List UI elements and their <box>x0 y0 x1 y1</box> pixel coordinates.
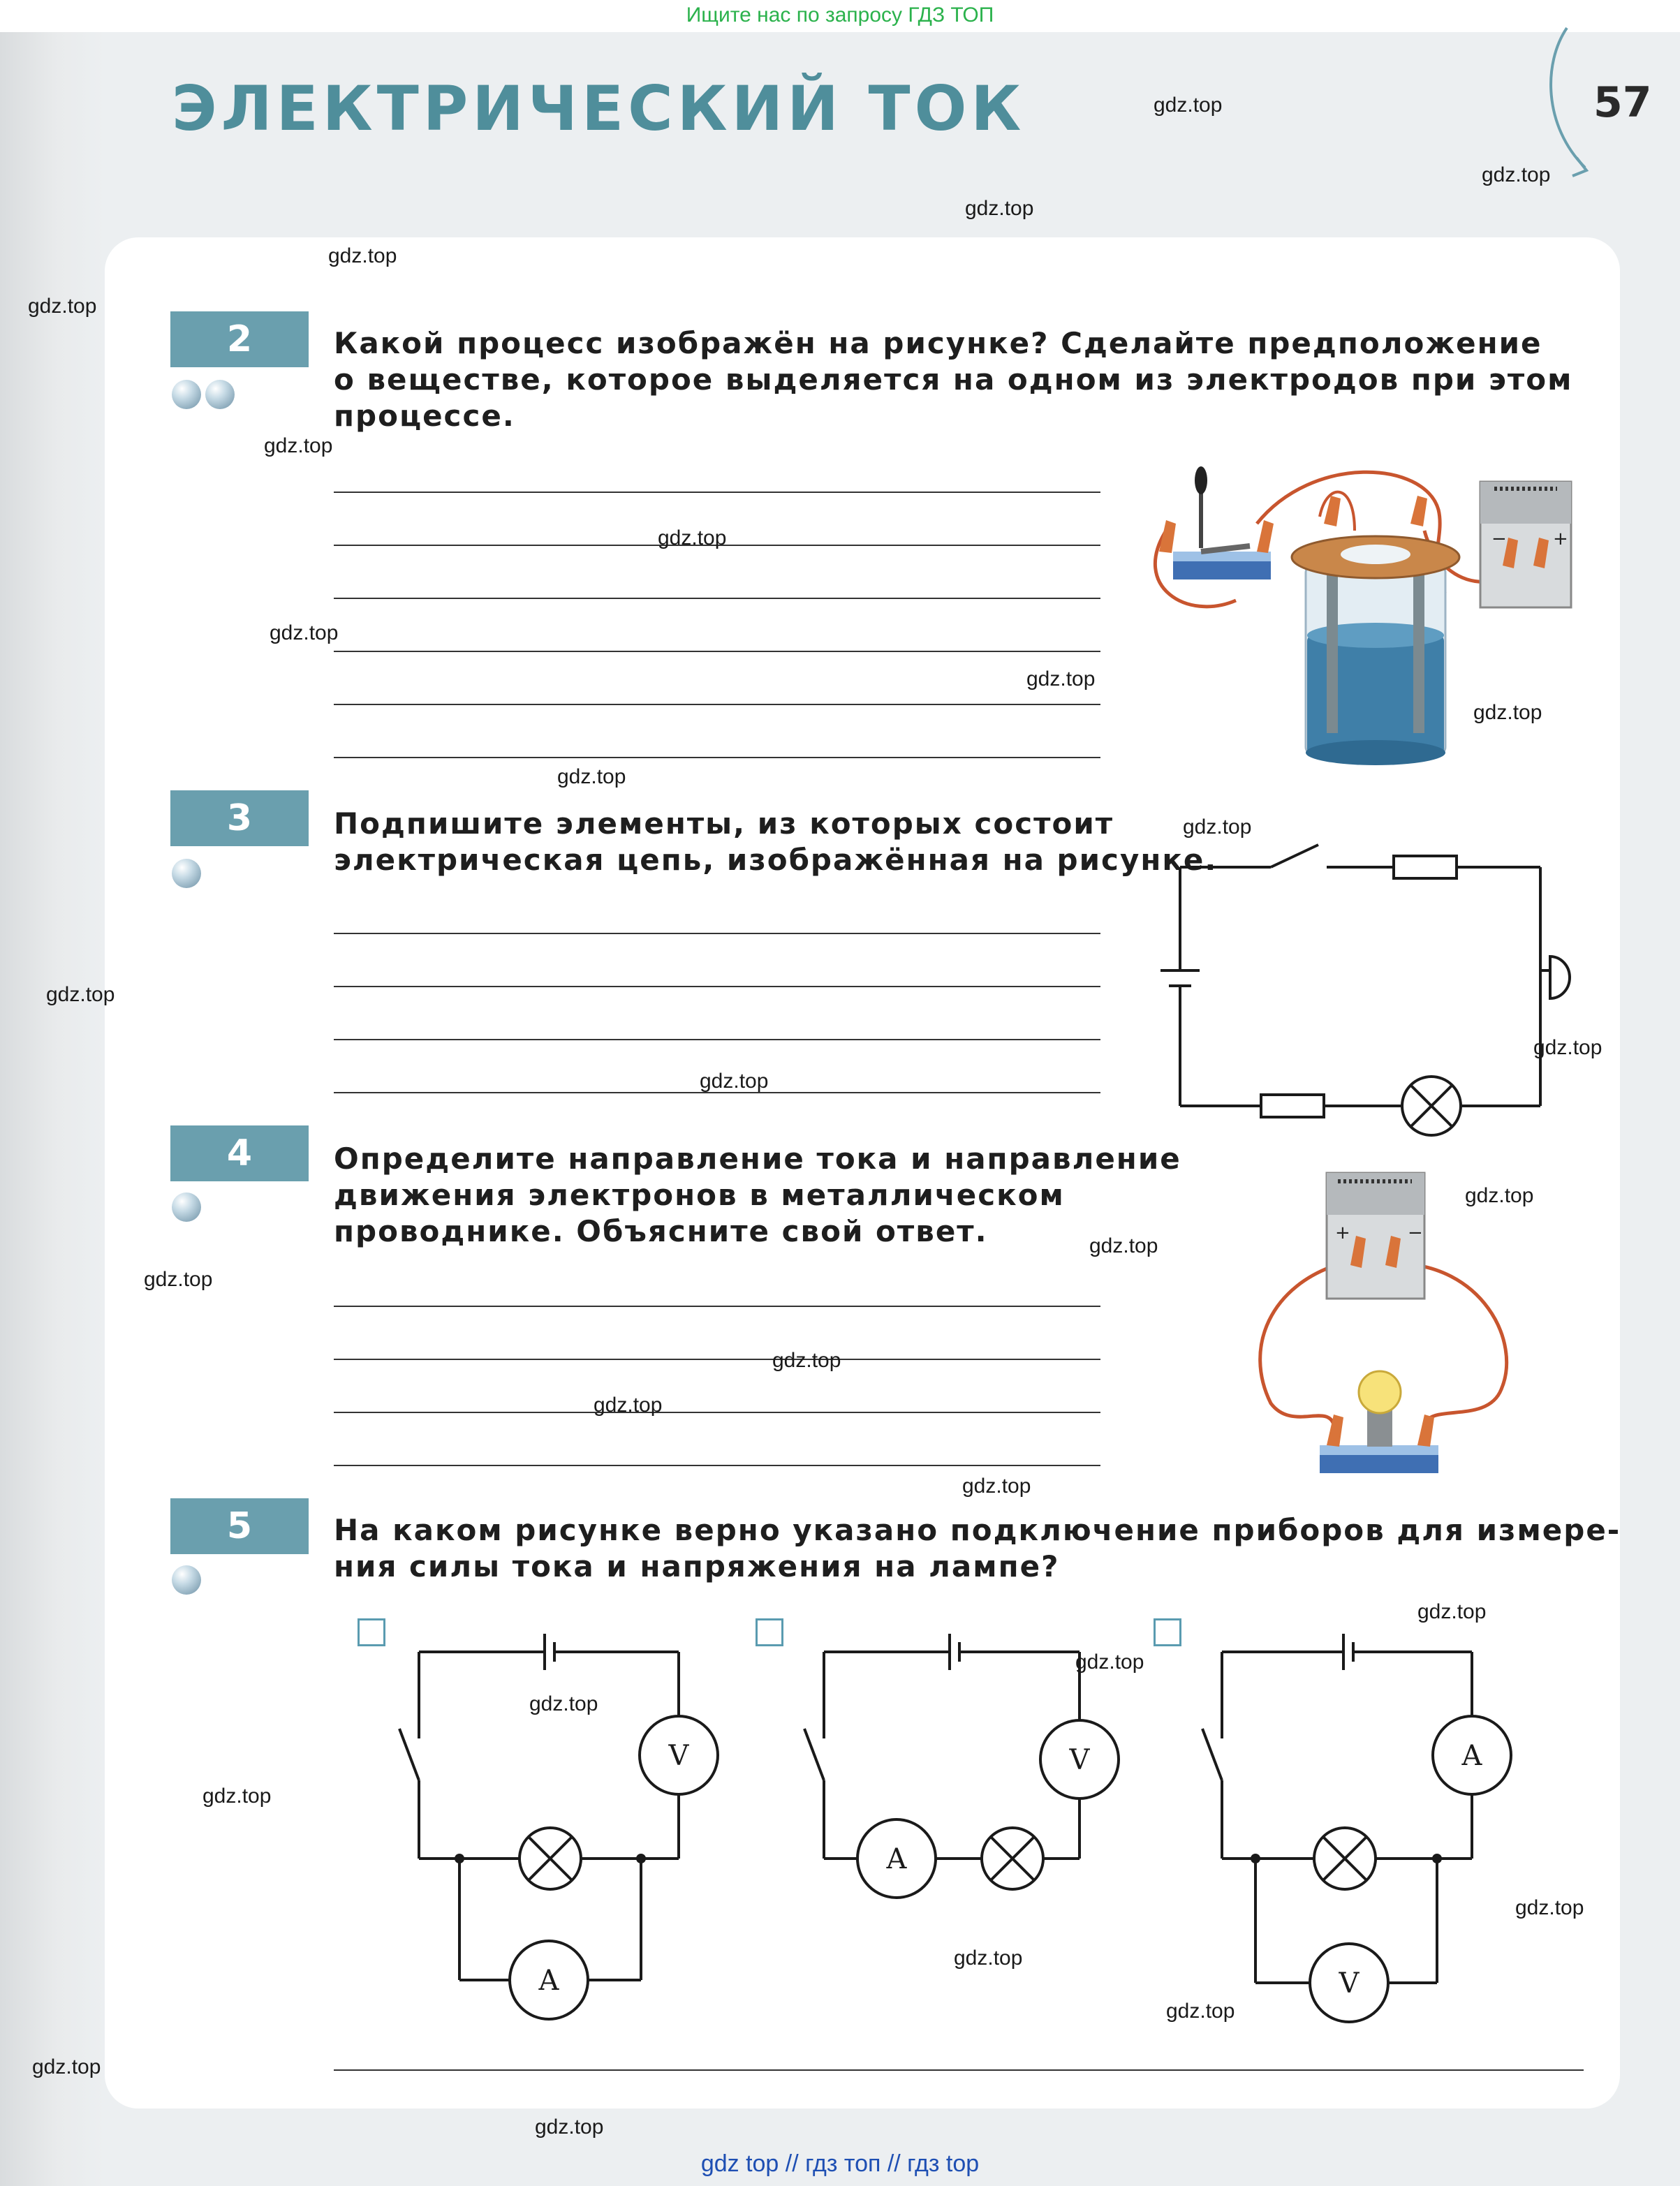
answer-checkbox-1[interactable] <box>358 1618 385 1646</box>
power-plus-label: + <box>1553 529 1568 549</box>
task-number-3: 3 <box>170 790 309 846</box>
task-2-line-1: Какой процесс изображён на рисунке? Сделайте предположение <box>334 326 1542 360</box>
watermark: gdz.top <box>962 1475 1031 1498</box>
answer-line[interactable] <box>334 986 1100 987</box>
watermark: gdz.top <box>264 434 333 457</box>
task-4-line-3: проводнике. Объясните свой ответ. <box>334 1214 988 1248</box>
page-title: ЭЛЕКТРИЧЕСКИЙ ТОК <box>172 73 1026 145</box>
watermark: gdz.top <box>270 621 339 644</box>
electrolysis-illustration <box>1145 468 1592 775</box>
lamp-circuit-illustration <box>1257 1166 1536 1487</box>
answer-checkbox-2[interactable] <box>756 1618 783 1646</box>
search-banner[interactable]: Ищите нас по запросу ГДЗ ТОП <box>0 0 1680 32</box>
watermark: gdz.top <box>535 2115 604 2139</box>
task-5-line-2: ния силы тока и напряжения на лампе? <box>334 1549 1060 1583</box>
switch-contact <box>1202 1729 1222 1780</box>
watermark: gdz.top <box>1026 667 1096 690</box>
watermark: gdz.top <box>1533 1036 1602 1059</box>
answer-line[interactable] <box>334 933 1100 934</box>
answer-line[interactable] <box>334 1359 1100 1360</box>
watermark: gdz.top <box>28 295 97 318</box>
task-3-text <box>334 806 1217 878</box>
watermark: gdz.top <box>144 1268 213 1291</box>
answer-line[interactable] <box>334 704 1100 705</box>
task-3-line-2: электрическая цепь, изображённая на рисунке. <box>334 843 1218 877</box>
task-4-line-1: Определите направление тока и направление <box>334 1142 1181 1176</box>
ammeter-label: A <box>538 1965 559 1997</box>
circuit-diagram-task-3 <box>1159 838 1592 1131</box>
bell <box>1550 957 1570 998</box>
ammeter-label: A <box>886 1843 907 1875</box>
resistor <box>1261 1095 1324 1117</box>
voltmeter-label: V <box>1339 1967 1360 2000</box>
watermark: gdz.top <box>658 526 727 549</box>
task-number-5: 5 <box>170 1498 309 1554</box>
difficulty-bead <box>172 859 201 888</box>
switch-contact <box>1271 845 1318 867</box>
difficulty-bead <box>172 1565 201 1595</box>
task-2-line-2: о веществе, которое выделяется на одном из электродов при этом <box>334 362 1573 397</box>
task-2-line-3: процессе. <box>334 399 515 433</box>
resistor <box>1394 856 1457 878</box>
answer-line[interactable] <box>334 757 1100 758</box>
power-plus-label: + <box>1335 1223 1350 1243</box>
watermark: gdz.top <box>1482 163 1551 186</box>
watermark: gdz.top <box>32 2055 101 2078</box>
watermark: gdz.top <box>1089 1234 1158 1257</box>
answer-line[interactable] <box>334 651 1100 652</box>
answer-line[interactable] <box>334 1306 1100 1307</box>
lamp-on-stand <box>1320 1371 1438 1473</box>
watermark: gdz.top <box>594 1394 663 1417</box>
difficulty-bead <box>172 1192 201 1222</box>
watermark: gdz.top <box>202 1785 272 1808</box>
voltmeter-label: V <box>668 1740 689 1772</box>
answer-line[interactable] <box>334 492 1100 493</box>
power-supply <box>1480 482 1571 607</box>
watermark: gdz.top <box>1183 815 1252 839</box>
watermark: gdz.top <box>328 244 397 267</box>
circuit-option-3 <box>1194 1606 1529 2039</box>
power-minus-label: − <box>1491 529 1507 549</box>
answer-line[interactable] <box>334 1465 1100 1466</box>
power-minus-label: − <box>1408 1223 1423 1243</box>
answer-line[interactable] <box>334 1039 1100 1040</box>
power-supply <box>1327 1173 1424 1299</box>
watermark: gdz.top <box>557 765 626 788</box>
watermark: gdz.top <box>772 1349 841 1372</box>
watermark: gdz.top <box>46 983 115 1006</box>
task-number-4: 4 <box>170 1125 309 1181</box>
electrolytic-cell <box>1292 496 1459 765</box>
task-3-line-1: Подпишите элементы, из которых состоит <box>334 806 1114 841</box>
watermark: gdz.top <box>700 1070 769 1093</box>
watermark: gdz.top <box>1154 94 1223 117</box>
task-2-text <box>334 325 1572 434</box>
answer-line[interactable] <box>334 1412 1100 1413</box>
watermark: gdz.top <box>1075 1650 1144 1674</box>
answer-line[interactable] <box>334 2069 1584 2071</box>
watermark: gdz.top <box>1473 701 1542 724</box>
watermark: gdz.top <box>1465 1184 1534 1207</box>
book-spine-shadow <box>0 0 105 2186</box>
task-number-2: 2 <box>170 311 309 367</box>
answer-checkbox-3[interactable] <box>1154 1618 1181 1646</box>
answer-line[interactable] <box>334 598 1100 599</box>
circuit-option-1 <box>391 1606 726 2039</box>
task-4-text <box>334 1141 1181 1250</box>
watermark: gdz.top <box>1166 2000 1235 2023</box>
watermark: gdz.top <box>1417 1600 1487 1623</box>
task-5-line-1: На каком рисунке верно указано подключение приборов для измере- <box>334 1513 1621 1547</box>
page-number: 57 <box>1593 78 1652 127</box>
difficulty-bead <box>172 380 201 409</box>
difficulty-bead <box>205 380 235 409</box>
voltmeter-label: V <box>1069 1744 1090 1776</box>
task-5-text <box>334 1512 1621 1585</box>
switch-contact <box>804 1729 824 1780</box>
watermark: gdz.top <box>965 197 1034 220</box>
footer-watermark-link[interactable]: gdz top // гдз топ // гдз top <box>700 2150 980 2177</box>
watermark: gdz.top <box>1515 1896 1584 1919</box>
ammeter-label: A <box>1461 1740 1482 1772</box>
watermark: gdz.top <box>954 1947 1023 1970</box>
switch-contact <box>399 1729 419 1780</box>
task-4-line-2: движения электронов в металлическом <box>334 1178 1065 1212</box>
watermark: gdz.top <box>529 1692 598 1715</box>
